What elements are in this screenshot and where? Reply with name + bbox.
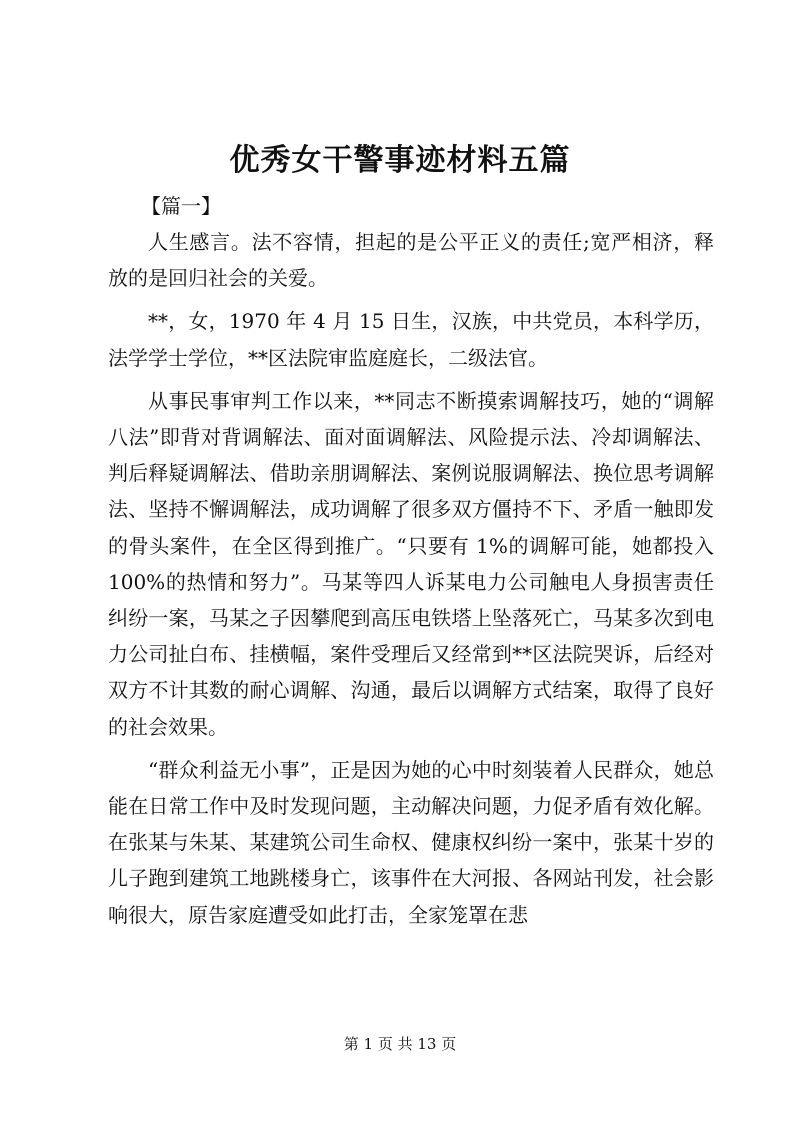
paragraph-4: “群众利益无小事”，正是因为她的心中时刻装着人民群众，她总能在日常工作中及时发现问题，主动解决问题，力促矛盾有效化解。在张某与朱某、某建筑公司生命权、健康权纠纷一案中，张某十岁的儿子跑到建筑工地跳楼身亡，该事件在大河报、各网站刊发，社会影响很大，原告家庭遭受如此打击，全家笼罩在悲 <box>108 757 714 927</box>
paragraph-2: **，女，1970 年 4 月 15 日生，汉族，中共党员，本科学历，法学学士学位，**区法院审监庭庭长，二级法官。 <box>108 309 714 370</box>
section-label: 【篇一】 <box>141 194 221 218</box>
page-footer: 第 1 页 共 13 页 <box>343 1035 457 1053</box>
paragraph-1: 人生感言。法不容情，担起的是公平正义的责任;宽严相济，释放的是回归社会的关爱。 <box>108 230 714 291</box>
paragraph-3: 从事民事审判工作以来，**同志不断摸索调解技巧，她的“调解八法”即背对背调解法、面对面调解法、风险提示法、冷却调解法、判后释疑调解法、借助亲朋调解法、案例说服调解法、换位思考调解法、坚持不懈调解法，成功调解了很多双方僵持不下、矛盾一触即发的骨头案件，在全区得到推广。“只要有 1%的调解可能，她都投入 100%的热情和努力”。马某等四人诉某电力公司触电人身损害责任纠纷一案，马某之子因攀爬到高压电铁塔上坠落死亡，马某多次到电力公司扯白布、挂横幅，案件受理后又经常到**区法院哭诉，后经对双方不计其数的耐心调解、沟通，最后以调解方式结案，取得了良好的社会效果。 <box>108 388 714 739</box>
document-body <box>108 188 714 940</box>
document-title: 优秀女干警事迹材料五篇 <box>229 143 571 178</box>
